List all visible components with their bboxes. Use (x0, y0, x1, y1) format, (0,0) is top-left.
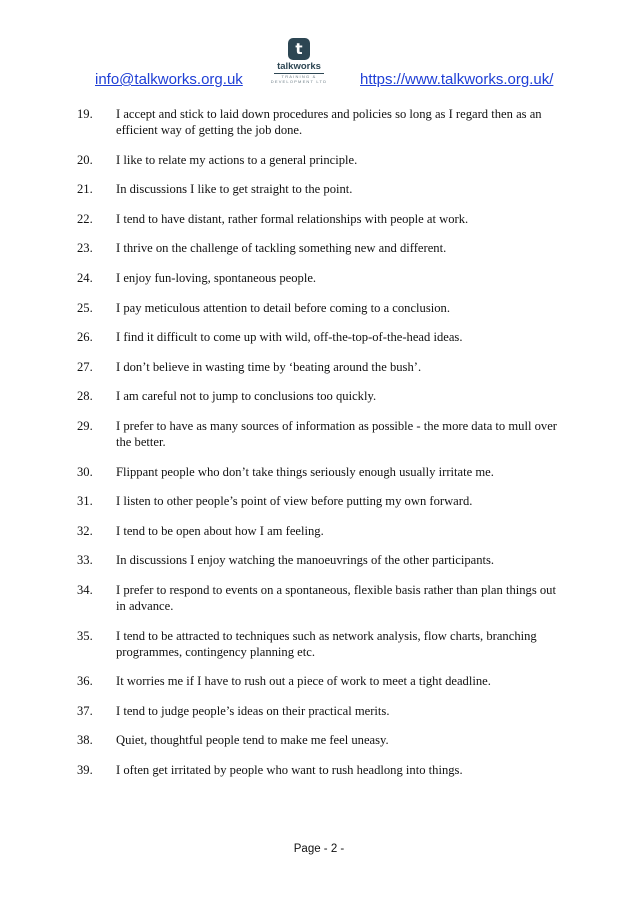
item-number: 31. (77, 494, 93, 509)
item-number: 30. (77, 464, 93, 479)
item-text: I like to relate my actions to a general principle. (116, 152, 358, 167)
item-number: 37. (77, 703, 93, 718)
item-text: I pay meticulous attention to detail before coming to a conclusion. (116, 300, 450, 315)
item-text: I tend to have distant, rather formal relationships with people at work. (116, 211, 469, 226)
list-item (77, 106, 567, 138)
item-number: 24. (77, 270, 93, 285)
item-number: 22. (77, 211, 93, 226)
logo-subtitle-line2: DEVELOPMENT LTD (270, 79, 328, 84)
item-text: I thrive on the challenge of tackling something new and different. (116, 241, 447, 256)
item-text: I often get irritated by people who want to rush headlong into things. (116, 762, 463, 777)
logo-subtitle-line1: TRAINING & (281, 74, 317, 79)
item-text: In discussions I like to get straight to the point. (116, 182, 353, 197)
item-text: I tend to be open about how I am feeling. (116, 523, 324, 538)
item-text: I accept and stick to laid down procedures and policies so long as I regard then as an efficient way of getting the job done. (116, 107, 542, 137)
list-item (77, 552, 567, 568)
item-text: Flippant people who don’t take things seriously enough usually irritate me. (116, 464, 494, 479)
item-number: 39. (77, 762, 93, 777)
item-text: I enjoy fun-loving, spontaneous people. (116, 270, 317, 285)
item-text: I find it difficult to come up with wild, off-the-top-of-the-head ideas. (116, 330, 463, 345)
item-number: 26. (77, 330, 93, 345)
item-number: 34. (77, 582, 93, 597)
item-number: 21. (77, 182, 93, 197)
item-number: 33. (77, 553, 93, 568)
page-number: Page - 2 - (293, 843, 345, 855)
list-item (77, 762, 567, 778)
list-item (77, 240, 567, 256)
item-number: 20. (77, 152, 93, 167)
item-text: It worries me if I have to rush out a piece of work to meet a tight deadline. (116, 674, 491, 689)
list-item (77, 181, 567, 197)
question-list (77, 106, 567, 791)
list-item (77, 732, 567, 748)
website-link[interactable]: https://www.talkworks.org.uk/ (360, 71, 554, 88)
list-item (77, 523, 567, 539)
list-item (77, 628, 567, 660)
item-number: 28. (77, 389, 93, 404)
list-item (77, 582, 567, 614)
item-text: I don’t believe in wasting time by ‘beating around the bush’. (116, 359, 422, 374)
list-item (77, 152, 567, 168)
list-item (77, 493, 567, 509)
email-link[interactable]: info@talkworks.org.uk (95, 71, 243, 88)
item-number: 29. (77, 418, 93, 433)
item-number: 25. (77, 300, 93, 315)
list-item (77, 329, 567, 345)
item-number: 23. (77, 241, 93, 256)
item-number: 27. (77, 359, 93, 374)
logo-name: talkworks (277, 61, 321, 72)
item-text: I prefer to respond to events on a spontaneous, flexible basis rather than plan things out in advance. (116, 582, 556, 613)
list-item (77, 464, 567, 480)
item-text: I listen to other people’s point of view before putting my own forward. (116, 494, 473, 509)
list-item (77, 418, 567, 450)
talkworks-logo (268, 38, 330, 84)
list-item (77, 703, 567, 719)
list-item (77, 300, 567, 316)
item-text: I prefer to have as many sources of information as possible - the more data to mull over the better. (116, 418, 557, 449)
item-number: 38. (77, 733, 93, 748)
list-item (77, 388, 567, 404)
item-text: I tend to judge people’s ideas on their practical merits. (116, 703, 390, 718)
list-item (77, 673, 567, 689)
list-item (77, 270, 567, 286)
item-text: In discussions I enjoy watching the manoeuvrings of the other participants. (116, 553, 495, 568)
item-number: 35. (77, 628, 93, 643)
item-number: 36. (77, 674, 93, 689)
item-number: 19. (77, 107, 93, 121)
item-text: I am careful not to jump to conclusions too quickly. (116, 389, 377, 404)
list-item (77, 359, 567, 375)
list-item (77, 211, 567, 227)
item-number: 32. (77, 523, 93, 538)
logo-badge-icon: t (288, 38, 310, 60)
item-text: Quiet, thoughtful people tend to make me feel uneasy. (116, 733, 389, 748)
item-text: I tend to be attracted to techniques such as network analysis, flow charts, branching programmes, contingency planning etc. (116, 628, 537, 659)
